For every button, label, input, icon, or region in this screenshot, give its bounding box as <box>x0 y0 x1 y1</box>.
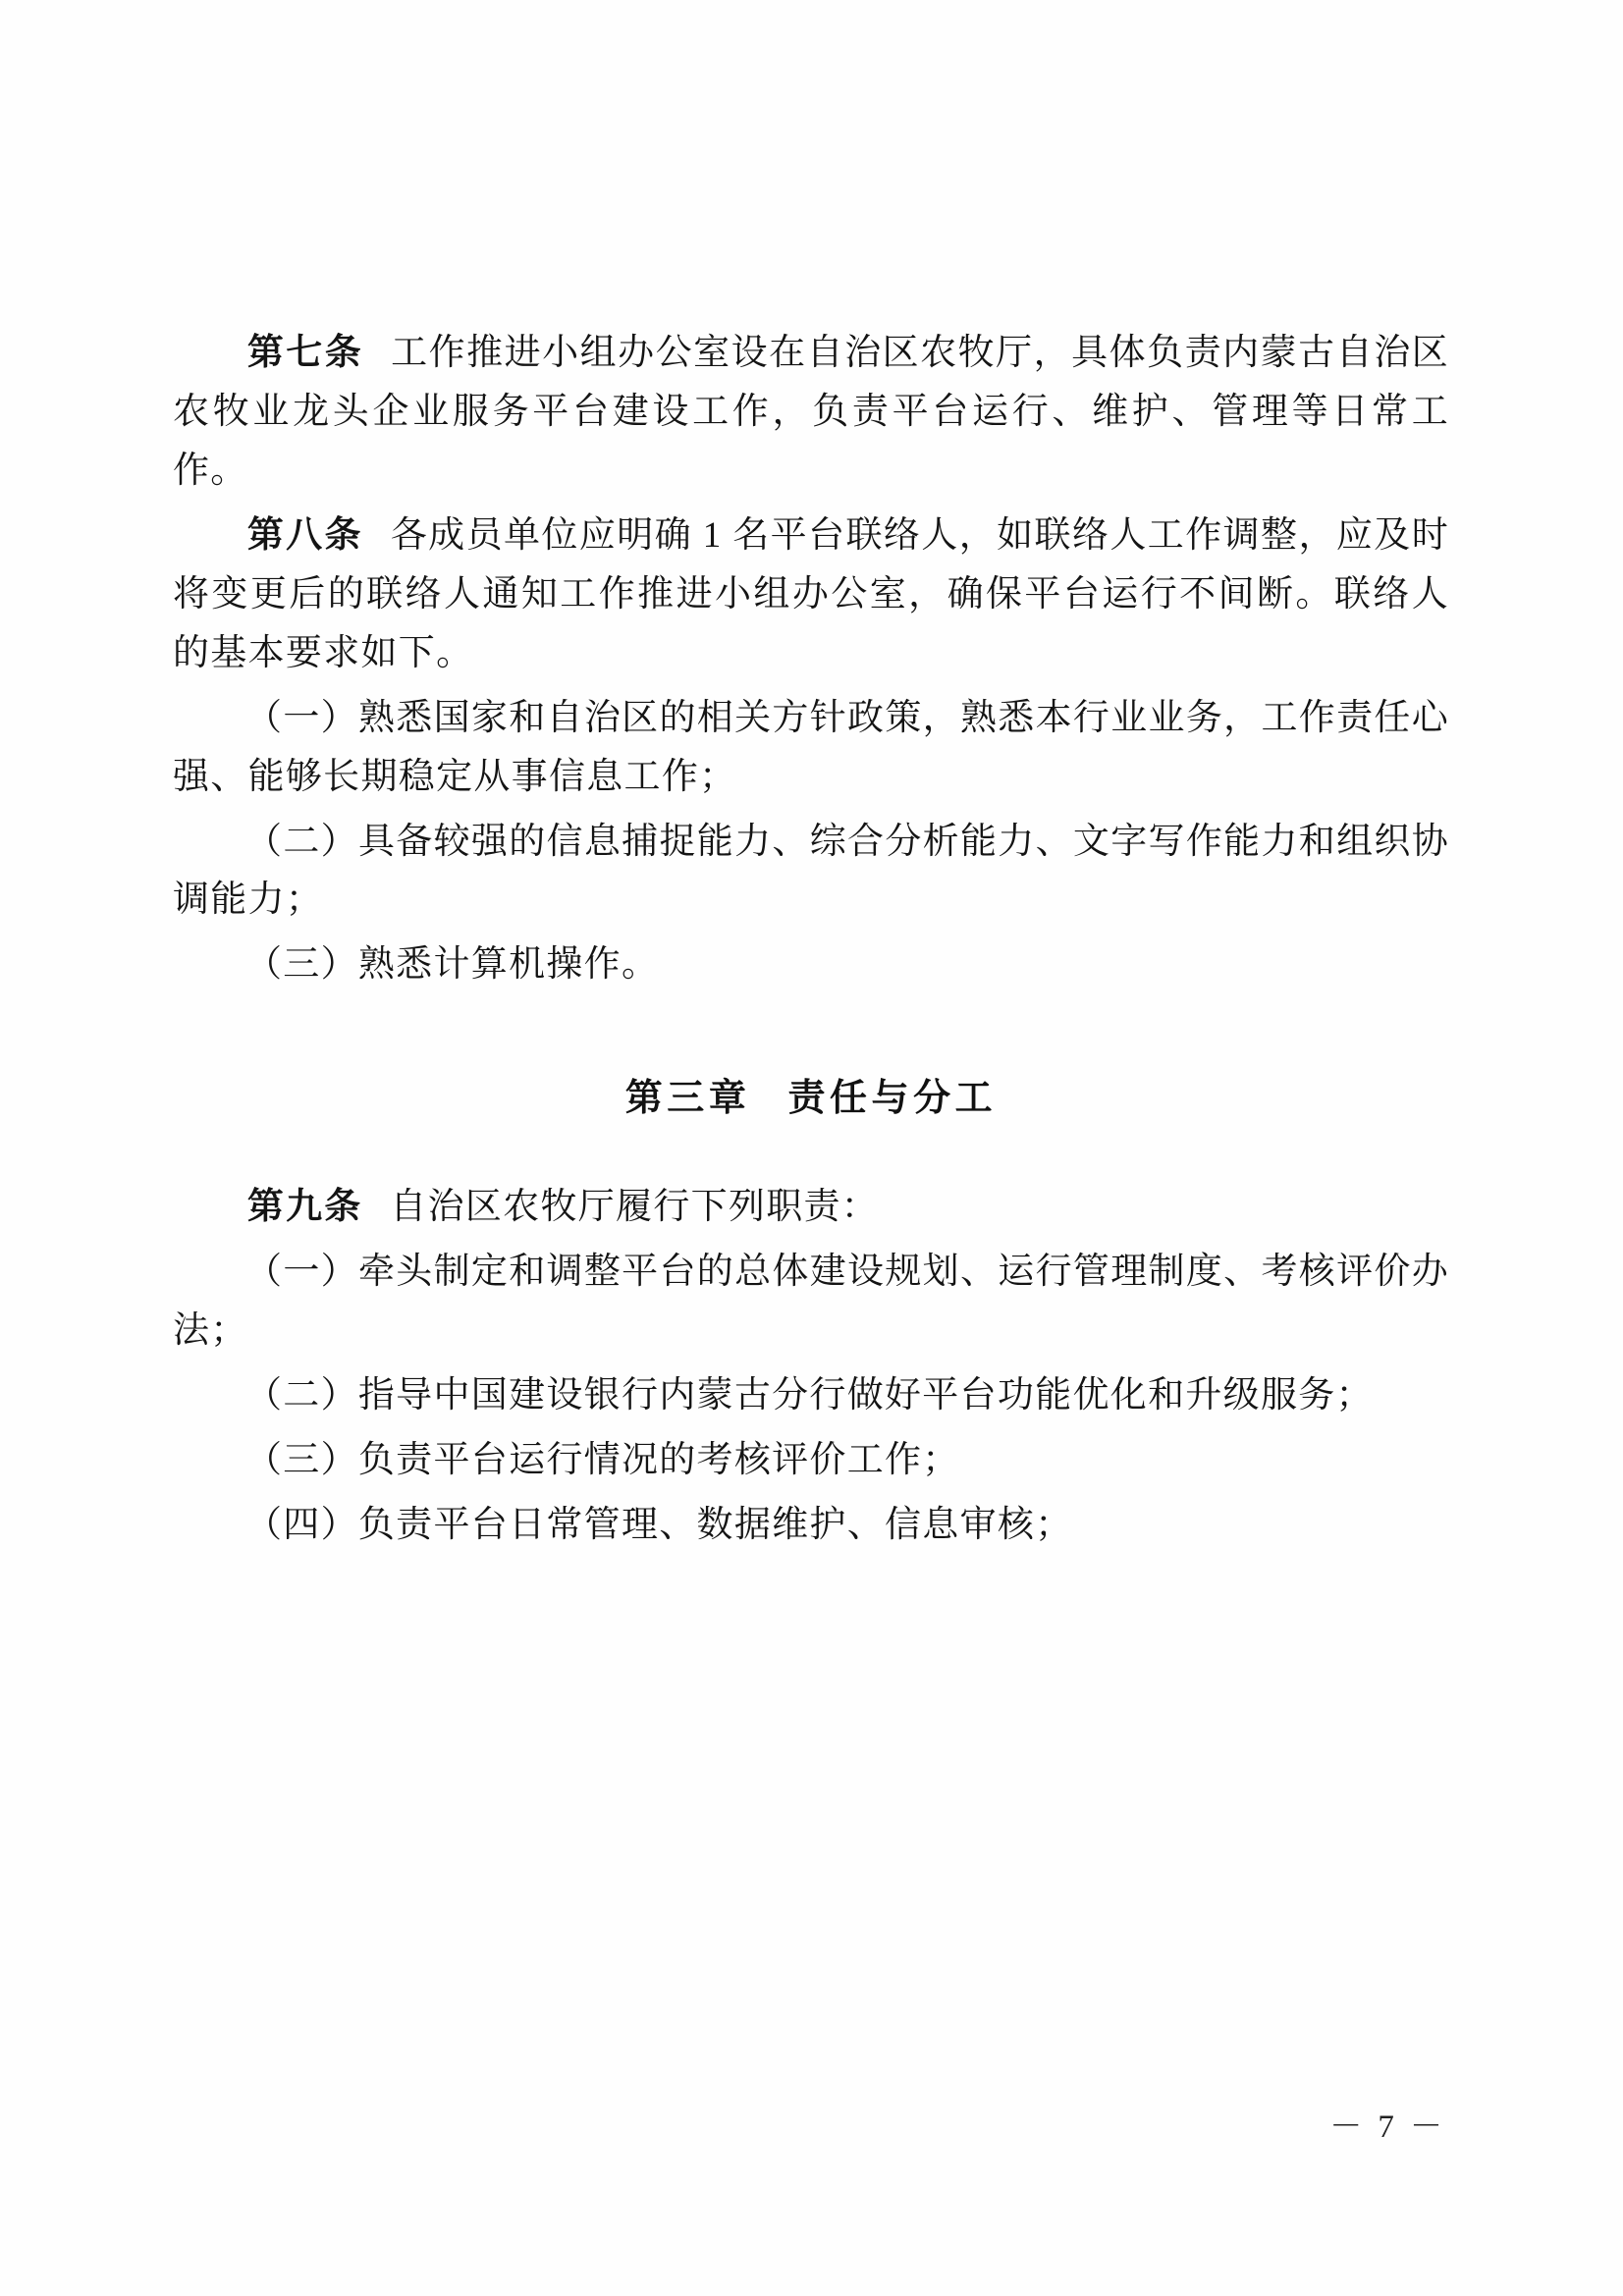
article-label-8: 第八条 <box>246 514 363 556</box>
paragraph-article-9-item-4 <box>173 1496 1449 1555</box>
list-item-text: （二）指导中国建设银行内蒙古分行做好平台功能优化和升级服务； <box>245 1375 1374 1416</box>
paragraph-article-9-item-2 <box>173 1366 1449 1425</box>
paragraph-article-7 <box>173 324 1449 501</box>
paragraph-article-8-item-1 <box>173 689 1449 807</box>
article-text-7: 工作推进小组办公室设在自治区农牧厅，具体负责内蒙古自治区农牧业龙头企业服务平台建设工作，负责平台运行、维护、管理等日常工作。 <box>173 333 1449 491</box>
paragraph-article-9-item-1 <box>173 1243 1449 1361</box>
paragraph-article-9 <box>173 1178 1449 1237</box>
list-item-text: （四）负责平台日常管理、数据维护、信息审核； <box>245 1505 1073 1545</box>
list-item-text: （三）负责平台运行情况的考核评价工作； <box>245 1440 960 1481</box>
list-item-text: （三）熟悉计算机操作。 <box>245 944 660 986</box>
list-item-text: （一）牵头制定和调整平台的总体建设规划、运行管理制度、考核评价办法； <box>173 1252 1449 1352</box>
document-body <box>173 324 1449 1561</box>
paragraph-article-8-item-3 <box>173 935 1449 994</box>
article-text-9: 自治区农牧厅履行下列职责： <box>390 1187 880 1228</box>
chapter-title-text: 责任与分工 <box>787 1078 998 1120</box>
paragraph-article-8-item-2 <box>173 813 1449 931</box>
list-item-text: （二）具备较强的信息捕捉能力、综合分析能力、文字写作能力和组织协调能力； <box>173 821 1449 921</box>
list-item-text: （一）熟悉国家和自治区的相关方针政策，熟悉本行业业务，工作责任心强、能够长期稳定从事信息工作； <box>173 697 1449 797</box>
article-label-9: 第九条 <box>246 1187 363 1228</box>
article-text-8: 各成员单位应明确 1 名平台联络人，如联络人工作调整，应及时将变更后的联络人通知工作推进小组办公室，确保平台运行不间断。联络人的基本要求如下。 <box>173 514 1449 673</box>
paragraph-article-8 <box>173 507 1449 683</box>
chapter-number: 第三章 <box>624 1078 751 1120</box>
article-label-7: 第七条 <box>246 333 364 373</box>
chapter-heading <box>173 1067 1449 1121</box>
paragraph-article-9-item-3 <box>173 1431 1449 1490</box>
page-number: － 7 － <box>1329 2109 1446 2145</box>
